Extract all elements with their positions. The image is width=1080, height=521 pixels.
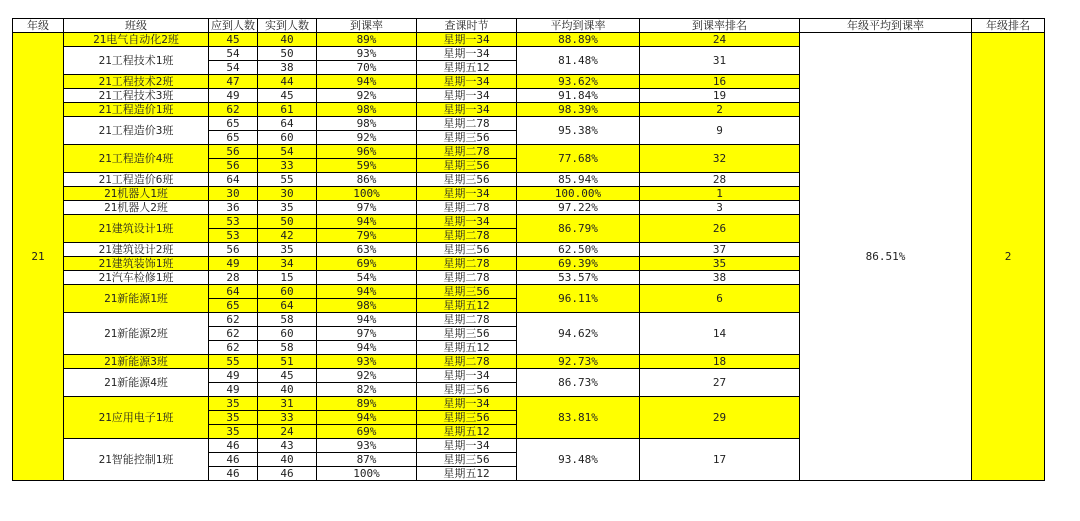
actual-count-cell[interactable]: 64 <box>258 117 317 131</box>
session-cell[interactable]: 星期五12 <box>417 61 517 75</box>
expected-count-cell[interactable]: 35 <box>209 425 258 439</box>
expected-count-cell[interactable]: 49 <box>209 89 258 103</box>
session-cell[interactable]: 星期三56 <box>417 159 517 173</box>
class-name-cell[interactable]: 21工程造价3班 <box>64 117 209 145</box>
expected-count-cell[interactable]: 65 <box>209 117 258 131</box>
attendance-rate-cell[interactable]: 96% <box>317 145 417 159</box>
actual-count-cell[interactable]: 43 <box>258 439 317 453</box>
expected-count-cell[interactable]: 30 <box>209 187 258 201</box>
rank-cell[interactable]: 35 <box>640 257 800 271</box>
actual-count-cell[interactable]: 44 <box>258 75 317 89</box>
header-row <box>13 19 1045 33</box>
avg-rate-cell[interactable]: 62.50% <box>517 243 640 257</box>
attendance-rate-cell[interactable]: 69% <box>317 425 417 439</box>
actual-count-cell[interactable]: 24 <box>258 425 317 439</box>
attendance-rate-cell[interactable]: 93% <box>317 439 417 453</box>
header-avg-rate[interactable]: 平均到课率 <box>517 19 640 33</box>
session-cell[interactable]: 星期一34 <box>417 439 517 453</box>
attendance-rate-cell[interactable]: 89% <box>317 397 417 411</box>
header-rate[interactable]: 到课率 <box>317 19 417 33</box>
expected-count-cell[interactable]: 62 <box>209 327 258 341</box>
header-grade-avg[interactable]: 年级平均到课率 <box>800 19 972 33</box>
session-cell[interactable]: 星期一34 <box>417 33 517 47</box>
attendance-rate-cell[interactable]: 97% <box>317 201 417 215</box>
avg-rate-cell[interactable]: 91.84% <box>517 89 640 103</box>
actual-count-cell[interactable]: 60 <box>258 131 317 145</box>
session-cell[interactable]: 星期五12 <box>417 467 517 481</box>
session-cell[interactable]: 星期一34 <box>417 47 517 61</box>
rank-cell[interactable]: 2 <box>640 103 800 117</box>
class-name-cell[interactable]: 21应用电子1班 <box>64 397 209 439</box>
header-rank[interactable]: 到课率排名 <box>640 19 800 33</box>
expected-count-cell[interactable]: 35 <box>209 397 258 411</box>
class-name-cell[interactable]: 21新能源1班 <box>64 285 209 313</box>
attendance-rate-cell[interactable]: 94% <box>317 411 417 425</box>
actual-count-cell[interactable]: 35 <box>258 243 317 257</box>
attendance-rate-cell[interactable]: 100% <box>317 187 417 201</box>
avg-rate-cell[interactable]: 96.11% <box>517 285 640 313</box>
attendance-rate-cell[interactable]: 89% <box>317 33 417 47</box>
expected-count-cell[interactable]: 65 <box>209 299 258 313</box>
expected-count-cell[interactable]: 64 <box>209 173 258 187</box>
actual-count-cell[interactable]: 58 <box>258 341 317 355</box>
expected-count-cell[interactable]: 49 <box>209 257 258 271</box>
expected-count-cell[interactable]: 46 <box>209 453 258 467</box>
session-cell[interactable]: 星期三56 <box>417 173 517 187</box>
session-cell[interactable]: 星期三56 <box>417 411 517 425</box>
expected-count-cell[interactable]: 56 <box>209 145 258 159</box>
expected-count-cell[interactable]: 47 <box>209 75 258 89</box>
rank-cell[interactable]: 38 <box>640 271 800 285</box>
rank-cell[interactable]: 6 <box>640 285 800 313</box>
expected-count-cell[interactable]: 55 <box>209 355 258 369</box>
session-cell[interactable]: 星期五12 <box>417 341 517 355</box>
session-cell[interactable]: 星期二78 <box>417 271 517 285</box>
class-name-cell[interactable]: 21智能控制1班 <box>64 439 209 481</box>
rank-cell[interactable]: 1 <box>640 187 800 201</box>
header-grade[interactable]: 年级 <box>13 19 64 33</box>
attendance-rate-cell[interactable]: 54% <box>317 271 417 285</box>
actual-count-cell[interactable]: 64 <box>258 299 317 313</box>
avg-rate-cell[interactable]: 86.79% <box>517 215 640 243</box>
rank-cell[interactable]: 32 <box>640 145 800 173</box>
session-cell[interactable]: 星期二78 <box>417 145 517 159</box>
avg-rate-cell[interactable]: 86.73% <box>517 369 640 397</box>
actual-count-cell[interactable]: 50 <box>258 47 317 61</box>
actual-count-cell[interactable]: 31 <box>258 397 317 411</box>
class-name-cell[interactable]: 21机器人1班 <box>64 187 209 201</box>
class-name-cell[interactable]: 21工程造价6班 <box>64 173 209 187</box>
attendance-rate-cell[interactable]: 94% <box>317 341 417 355</box>
attendance-rate-cell[interactable]: 92% <box>317 369 417 383</box>
expected-count-cell[interactable]: 46 <box>209 467 258 481</box>
attendance-rate-cell[interactable]: 98% <box>317 103 417 117</box>
session-cell[interactable]: 星期二78 <box>417 201 517 215</box>
avg-rate-cell[interactable]: 98.39% <box>517 103 640 117</box>
attendance-rate-cell[interactable]: 98% <box>317 117 417 131</box>
session-cell[interactable]: 星期二78 <box>417 313 517 327</box>
actual-count-cell[interactable]: 35 <box>258 201 317 215</box>
avg-rate-cell[interactable]: 83.81% <box>517 397 640 439</box>
expected-count-cell[interactable]: 36 <box>209 201 258 215</box>
rank-cell[interactable]: 27 <box>640 369 800 397</box>
session-cell[interactable]: 星期一34 <box>417 215 517 229</box>
avg-rate-cell[interactable]: 53.57% <box>517 271 640 285</box>
expected-count-cell[interactable]: 54 <box>209 47 258 61</box>
avg-rate-cell[interactable]: 93.48% <box>517 439 640 481</box>
attendance-rate-cell[interactable]: 59% <box>317 159 417 173</box>
actual-count-cell[interactable]: 51 <box>258 355 317 369</box>
attendance-rate-cell[interactable]: 87% <box>317 453 417 467</box>
rank-cell[interactable]: 14 <box>640 313 800 355</box>
attendance-rate-cell[interactable]: 94% <box>317 285 417 299</box>
session-cell[interactable]: 星期三56 <box>417 243 517 257</box>
session-cell[interactable]: 星期二78 <box>417 117 517 131</box>
avg-rate-cell[interactable]: 95.38% <box>517 117 640 145</box>
actual-count-cell[interactable]: 38 <box>258 61 317 75</box>
class-name-cell[interactable]: 21建筑设计1班 <box>64 215 209 243</box>
actual-count-cell[interactable]: 40 <box>258 383 317 397</box>
expected-count-cell[interactable]: 46 <box>209 439 258 453</box>
expected-count-cell[interactable]: 56 <box>209 243 258 257</box>
session-cell[interactable]: 星期一34 <box>417 397 517 411</box>
class-name-cell[interactable]: 21机器人2班 <box>64 201 209 215</box>
actual-count-cell[interactable]: 60 <box>258 285 317 299</box>
avg-rate-cell[interactable]: 100.00% <box>517 187 640 201</box>
session-cell[interactable]: 星期一34 <box>417 187 517 201</box>
rank-cell[interactable]: 3 <box>640 201 800 215</box>
attendance-rate-cell[interactable]: 69% <box>317 257 417 271</box>
avg-rate-cell[interactable]: 88.89% <box>517 33 640 47</box>
session-cell[interactable]: 星期三56 <box>417 327 517 341</box>
rank-cell[interactable]: 29 <box>640 397 800 439</box>
actual-count-cell[interactable]: 46 <box>258 467 317 481</box>
class-name-cell[interactable]: 21新能源3班 <box>64 355 209 369</box>
class-name-cell[interactable]: 21电气自动化2班 <box>64 33 209 47</box>
actual-count-cell[interactable]: 40 <box>258 453 317 467</box>
session-cell[interactable]: 星期二78 <box>417 229 517 243</box>
attendance-rate-cell[interactable]: 93% <box>317 355 417 369</box>
session-cell[interactable]: 星期三56 <box>417 285 517 299</box>
actual-count-cell[interactable]: 54 <box>258 145 317 159</box>
expected-count-cell[interactable]: 62 <box>209 313 258 327</box>
rank-cell[interactable]: 18 <box>640 355 800 369</box>
rank-cell[interactable]: 37 <box>640 243 800 257</box>
class-name-cell[interactable]: 21汽车检修1班 <box>64 271 209 285</box>
avg-rate-cell[interactable]: 81.48% <box>517 47 640 75</box>
actual-count-cell[interactable]: 30 <box>258 187 317 201</box>
actual-count-cell[interactable]: 33 <box>258 411 317 425</box>
expected-count-cell[interactable]: 49 <box>209 383 258 397</box>
session-cell[interactable]: 星期三56 <box>417 383 517 397</box>
actual-count-cell[interactable]: 15 <box>258 271 317 285</box>
grade-rank-cell[interactable]: 2 <box>972 33 1045 481</box>
expected-count-cell[interactable]: 62 <box>209 103 258 117</box>
class-name-cell[interactable]: 21工程技术1班 <box>64 47 209 75</box>
table-row <box>13 33 1045 47</box>
expected-count-cell[interactable]: 64 <box>209 285 258 299</box>
session-cell[interactable]: 星期三56 <box>417 131 517 145</box>
class-name-cell[interactable]: 21新能源4班 <box>64 369 209 397</box>
actual-count-cell[interactable]: 45 <box>258 369 317 383</box>
attendance-rate-cell[interactable]: 82% <box>317 383 417 397</box>
grade-cell[interactable]: 21 <box>13 33 64 481</box>
rank-cell[interactable]: 26 <box>640 215 800 243</box>
avg-rate-cell[interactable]: 69.39% <box>517 257 640 271</box>
attendance-rate-cell[interactable]: 63% <box>317 243 417 257</box>
rank-cell[interactable]: 16 <box>640 75 800 89</box>
class-name-cell[interactable]: 21工程造价1班 <box>64 103 209 117</box>
session-cell[interactable]: 星期一34 <box>417 75 517 89</box>
expected-count-cell[interactable]: 65 <box>209 131 258 145</box>
session-cell[interactable]: 星期二78 <box>417 257 517 271</box>
attendance-rate-cell[interactable]: 94% <box>317 313 417 327</box>
attendance-table <box>12 18 1045 481</box>
session-cell[interactable]: 星期一34 <box>417 103 517 117</box>
session-cell[interactable]: 星期五12 <box>417 299 517 313</box>
expected-count-cell[interactable]: 56 <box>209 159 258 173</box>
session-cell[interactable]: 星期一34 <box>417 369 517 383</box>
expected-count-cell[interactable]: 45 <box>209 33 258 47</box>
rank-cell[interactable]: 19 <box>640 89 800 103</box>
header-expected[interactable]: 应到人数 <box>209 19 258 33</box>
expected-count-cell[interactable]: 28 <box>209 271 258 285</box>
actual-count-cell[interactable]: 58 <box>258 313 317 327</box>
rank-cell[interactable]: 17 <box>640 439 800 481</box>
actual-count-cell[interactable]: 60 <box>258 327 317 341</box>
actual-count-cell[interactable]: 40 <box>258 33 317 47</box>
actual-count-cell[interactable]: 50 <box>258 215 317 229</box>
avg-rate-cell[interactable]: 94.62% <box>517 313 640 355</box>
expected-count-cell[interactable]: 53 <box>209 215 258 229</box>
table-body <box>13 33 1045 481</box>
actual-count-cell[interactable]: 45 <box>258 89 317 103</box>
class-name-cell[interactable]: 21建筑装饰1班 <box>64 257 209 271</box>
avg-rate-cell[interactable]: 93.62% <box>517 75 640 89</box>
header-grade-rank[interactable]: 年级排名 <box>972 19 1045 33</box>
attendance-rate-cell[interactable]: 93% <box>317 47 417 61</box>
attendance-rate-cell[interactable]: 94% <box>317 75 417 89</box>
expected-count-cell[interactable]: 49 <box>209 369 258 383</box>
session-cell[interactable]: 星期三56 <box>417 453 517 467</box>
header-session[interactable]: 查课时节 <box>417 19 517 33</box>
attendance-rate-cell[interactable]: 94% <box>317 215 417 229</box>
attendance-rate-cell[interactable]: 97% <box>317 327 417 341</box>
expected-count-cell[interactable]: 62 <box>209 341 258 355</box>
attendance-rate-cell[interactable]: 92% <box>317 131 417 145</box>
grade-avg-cell[interactable]: 86.51% <box>800 33 972 481</box>
class-name-cell[interactable]: 21新能源2班 <box>64 313 209 355</box>
header-class[interactable]: 班级 <box>64 19 209 33</box>
rank-cell[interactable]: 9 <box>640 117 800 145</box>
class-name-cell[interactable]: 21工程技术2班 <box>64 75 209 89</box>
attendance-rate-cell[interactable]: 79% <box>317 229 417 243</box>
attendance-rate-cell[interactable]: 98% <box>317 299 417 313</box>
actual-count-cell[interactable]: 33 <box>258 159 317 173</box>
expected-count-cell[interactable]: 54 <box>209 61 258 75</box>
actual-count-cell[interactable]: 55 <box>258 173 317 187</box>
rank-cell[interactable]: 31 <box>640 47 800 75</box>
attendance-rate-cell[interactable]: 92% <box>317 89 417 103</box>
avg-rate-cell[interactable]: 92.73% <box>517 355 640 369</box>
rank-cell[interactable]: 24 <box>640 33 800 47</box>
class-name-cell[interactable]: 21工程造价4班 <box>64 145 209 173</box>
attendance-rate-cell[interactable]: 70% <box>317 61 417 75</box>
attendance-rate-cell[interactable]: 100% <box>317 467 417 481</box>
actual-count-cell[interactable]: 42 <box>258 229 317 243</box>
avg-rate-cell[interactable]: 97.22% <box>517 201 640 215</box>
attendance-rate-cell[interactable]: 86% <box>317 173 417 187</box>
spreadsheet-area <box>12 18 1045 481</box>
actual-count-cell[interactable]: 34 <box>258 257 317 271</box>
expected-count-cell[interactable]: 53 <box>209 229 258 243</box>
session-cell[interactable]: 星期二78 <box>417 355 517 369</box>
header-actual[interactable]: 实到人数 <box>258 19 317 33</box>
avg-rate-cell[interactable]: 85.94% <box>517 173 640 187</box>
avg-rate-cell[interactable]: 77.68% <box>517 145 640 173</box>
class-name-cell[interactable]: 21工程技术3班 <box>64 89 209 103</box>
rank-cell[interactable]: 28 <box>640 173 800 187</box>
expected-count-cell[interactable]: 35 <box>209 411 258 425</box>
class-name-cell[interactable]: 21建筑设计2班 <box>64 243 209 257</box>
session-cell[interactable]: 星期一34 <box>417 89 517 103</box>
actual-count-cell[interactable]: 61 <box>258 103 317 117</box>
session-cell[interactable]: 星期五12 <box>417 425 517 439</box>
